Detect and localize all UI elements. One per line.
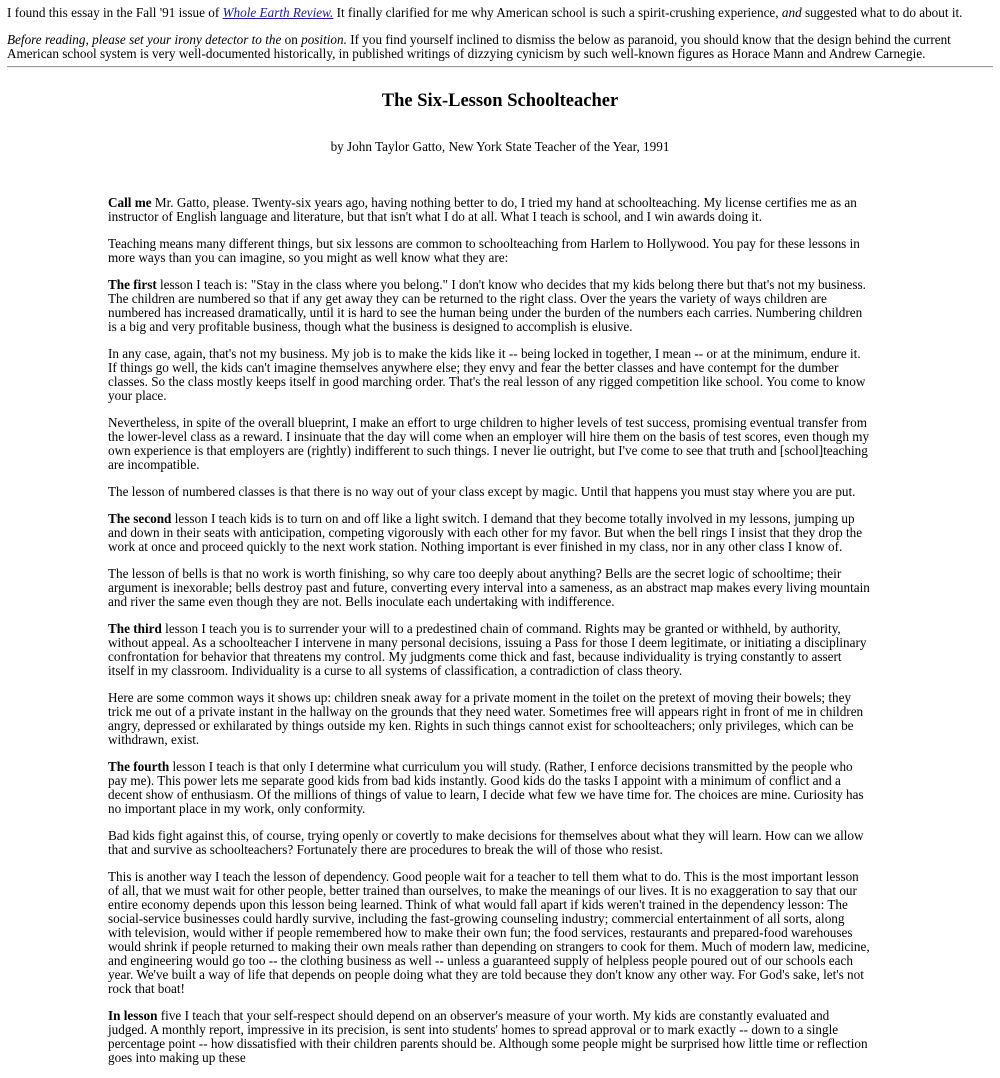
paragraph-text: Nevertheless, in spite of the overall blueprint, I make an effort to urge children to higher levels of test success, promising eventual transfer from the lower-level class as a reward. I insinuate that the day will come when an employer will hire them on the basis of test scores, even though my own experience is that employers are (rightly) indifferent to such things. I never lie outright, but I've come to see that truth and [school]teaching are incompatible. [108, 415, 870, 472]
paragraph-text: The lesson of numbered classes is that there is no way out of your class except by magic. Until that happens you must stay where you are put. [108, 484, 856, 499]
paragraph-text: This is another way I teach the lesson of dependency. Good people wait for a teacher to tell them what to do. This is the most important lesson of all, that we must wait for other people, better trained than ourselves, to make the meanings of our lives. It is no exaggeration to say that our entire economy depends upon this lesson being learned. Think of what would fall apart if kids weren't trained in the dependency lesson: The social-service businesses could hardly survive, including the fast-growing counseling industry; commercial entertainment of all sorts, along with television, would wither if people remembered how to make their own fun; the food services, restaurants and prepared-food warehouses would shrink if people returned to making their own meals rather than depending on strangers to cook for them. Much of modern law, medicine, and engineering would go too -- the clothing business as well -- unless a guaranteed supply of helpless people poured out of our schools each year. We've built a way of life that depends on people doing what they are told because they don't know any other way. For God's sake, let's not rock that boat! [108, 869, 870, 996]
paragraph-text: The lesson of bells is that no work is worth finishing, so why care too deeply about anything? Bells are the secret logic of schooltime; their argument is inexorable; bells destroy past and future, converting every interval into a sameness, as an abstract map makes every living mountain and river the same even though they are not. Bells inoculate each undertaking with indifference. [108, 566, 870, 609]
paragraph-text: lesson I teach you is to surrender your will to a predestined chain of command. Rights may be granted or withheld, by authority, without appeal. As a schoolteacher I intervene in many personal decisions, issuing a Pass for those I deem legitimate, or initiating a disciplinary confrontation for behavior that threatens my control. My judgments come thick and fast, because individuality is trying constantly to assert itself in my classroom. Individuality is a curse to all systems of classification, a contradiction of class theory. [108, 621, 867, 678]
paragraph-lead-bold: Call me [108, 195, 152, 210]
essay-paragraph [108, 347, 871, 403]
paragraph-text: five I teach that your self-respect should depend on an observer's measure of your worth. My kids are constantly evaluated and judged. A monthly report, impressive in its precision, is sent into students' homes to spread approval or to mark exactly -- down to a single percentage point -- how dissatisfied with their children parents should be. Although some people might be surprised how little time or reflection goes into making up these [108, 1008, 868, 1065]
horizontal-divider [7, 66, 993, 68]
paragraph-lead-bold: The first [108, 277, 157, 292]
essay-byline: by John Taylor Gatto, New York State Teacher of the Year, 1991 [330, 139, 670, 154]
irony-note-paragraph [7, 33, 993, 61]
paragraph-text: Teaching means many different things, but six lessons are common to schoolteaching from Harlem to Hollywood. You pay for these lessons in more ways than you can imagine, so you might as well know what they are: [108, 236, 860, 265]
irony-note-italic-lead: Before reading, please set your irony detector to the [7, 32, 282, 47]
essay-paragraph [108, 237, 871, 265]
essay-paragraph [108, 512, 871, 554]
irony-note-rest: If you find yourself inclined to dismiss the below as paranoid, you should know that the design behind the current American school system is very well-documented historically, in published writings of dizzying cynicism by such well-known figures as Horace Mann and Andrew Carnegie. [7, 32, 951, 61]
paragraph-lead-bold: The fourth [108, 759, 170, 774]
paragraph-lead-bold: The third [108, 621, 162, 636]
paragraph-text: Bad kids fight against this, of course, trying openly or covertly to make decisions for themselves about what they will learn. How can we allow that and survive as schoolteachers? Fortunately there are procedures to break the will of those who resist. [108, 828, 864, 857]
paragraph-text: Mr. Gatto, please. Twenty-six years ago, having nothing better to do, I tried my hand at schoolteaching. My license certifies me as an instructor of English language and literature, but that isn't what I do at all. What I teach is school, and I win awards doing it. [108, 195, 857, 224]
irony-note-position: position. [301, 32, 347, 47]
paragraph-text: lesson I teach is that only I determine what curriculum you will study. (Rather, I enforce decisions transmitted by the people who pay me). This power lets me separate good kids from bad kids instantly. Good kids do the tasks I appoint with a minimum of conflict and a decent show of enthusiasm. Of the millions of things of value to learn, I decide what few we have time for. The choices are mine. Curiosity has no important place in my work, only conformity. [108, 759, 864, 816]
essay-title: The Six-Lesson Schoolteacher [381, 91, 619, 111]
essay-paragraph [108, 870, 871, 996]
essay-paragraph [108, 485, 871, 499]
paragraph-text: In any case, again, that's not my business. My job is to make the kids like it -- being locked in together, I mean -- or at the minimum, endure it. If things go well, the kids can't imagine themselves anywhere else; they envy and fear the better classes and have contempt for the dumber classes. So the class mostly keeps itself in good marching order. That's the real lesson of any rigged competition like school. You come to know your place. [108, 346, 866, 403]
essay-paragraph [108, 622, 871, 678]
essay-paragraph [108, 567, 871, 609]
paragraph-text: lesson I teach is: "Stay in the class where you belong." I don't know who decides that my kids belong there but that's not my business. The children are numbered so that if any get away they can be returned to the right class. Over the years the variety of ways children are numbered has increased dramatically, until it is hard to see the human being under the burden of the numbers each carries. Numbering children is a big and very profitable business, though what the business is designed to accomplish is elusive. [108, 277, 866, 334]
intro-and-emphasis: and [781, 5, 802, 20]
paragraph-lead-bold: In lesson [108, 1008, 158, 1023]
essay-paragraph [108, 1009, 871, 1065]
essay-paragraph [108, 196, 871, 224]
intro-text-before-link: I found this essay in the Fall '91 issue of [7, 5, 223, 20]
irony-note-on: on [281, 32, 302, 47]
essay-paragraph [108, 760, 871, 816]
paragraph-text: lesson I teach kids is to turn on and off like a light switch. I demand that they become totally involved in my lessons, jumping up and down in their seats with anticipation, competing vigorously with each other for my favor. But when the bell rings I insist that they drop the work at once and proceed quickly to the next work station. Nothing important is ever finished in my class, nor in any other class I know of. [108, 511, 863, 554]
paragraph-text: Here are some common ways it shows up: children sneak away for a private moment in the toilet on the pretext of moving their bowels; they trick me out of a private instant in the hallway on the grounds that they need water. Sometimes free will appears right in front of me in children angry, depressed or exhilarated by things outside my ken. Rights in such things cannot exist for schoolteachers; only privileges, which can be withdrawn, exist. [108, 690, 864, 747]
essay-body [108, 196, 871, 1078]
paragraph-lead-bold: The second [108, 511, 172, 526]
intro-paragraph [7, 6, 993, 20]
essay-paragraph [108, 691, 871, 747]
intro-text-end: suggested what to do about it. [801, 5, 963, 20]
essay-paragraph [108, 416, 871, 472]
whole-earth-review-link[interactable]: Whole Earth Review. [222, 5, 334, 20]
intro-text-after-link: It finally clarified for me why American school is such a spirit-crushing experience, [333, 5, 782, 20]
essay-paragraph [108, 278, 871, 334]
essay-paragraph [108, 829, 871, 857]
